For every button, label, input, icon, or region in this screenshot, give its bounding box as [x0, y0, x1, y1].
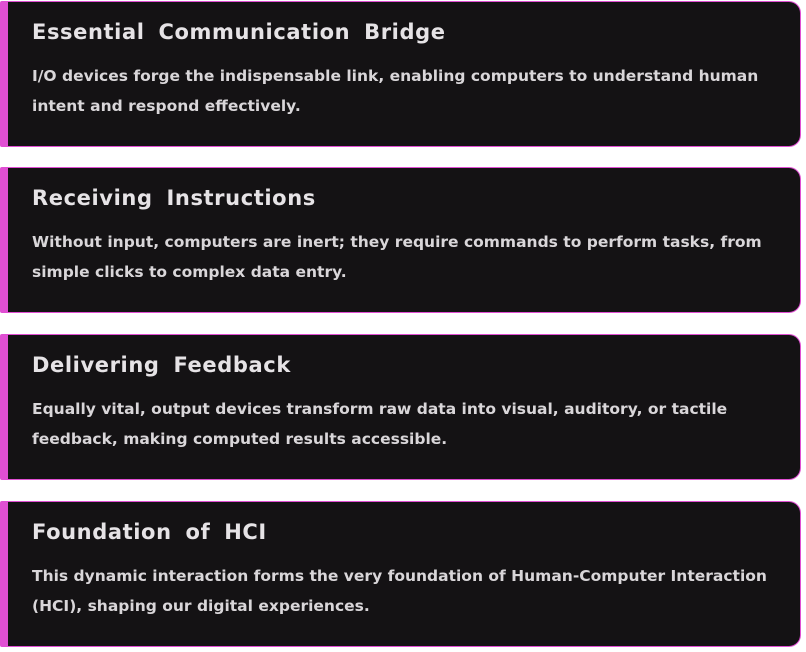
card-title: Foundation of HCI [32, 520, 267, 544]
card-foundation-of-hci [0, 501, 801, 647]
card-title: Delivering Feedback [32, 353, 291, 377]
card-title: Essential Communication Bridge [32, 20, 446, 44]
card-description: I/O devices forge the indispensable link, enabling computers to understand human intent and respond effectively. [32, 67, 759, 116]
card-title: Receiving Instructions [32, 186, 316, 210]
card-description: This dynamic interaction forms the very foundation of Human-Computer Interaction (HCI), shaping our digital experiences. [32, 567, 767, 616]
card-delivering-feedback [0, 334, 801, 480]
card-description: Equally vital, output devices transform raw data into visual, auditory, or tactile feedback, making computed results accessible. [32, 400, 728, 449]
card-description: Without input, computers are inert; they require commands to perform tasks, from simple clicks to complex data entry. [32, 233, 762, 282]
card-essential-communication-bridge [0, 1, 801, 147]
card-receiving-instructions [0, 167, 801, 313]
